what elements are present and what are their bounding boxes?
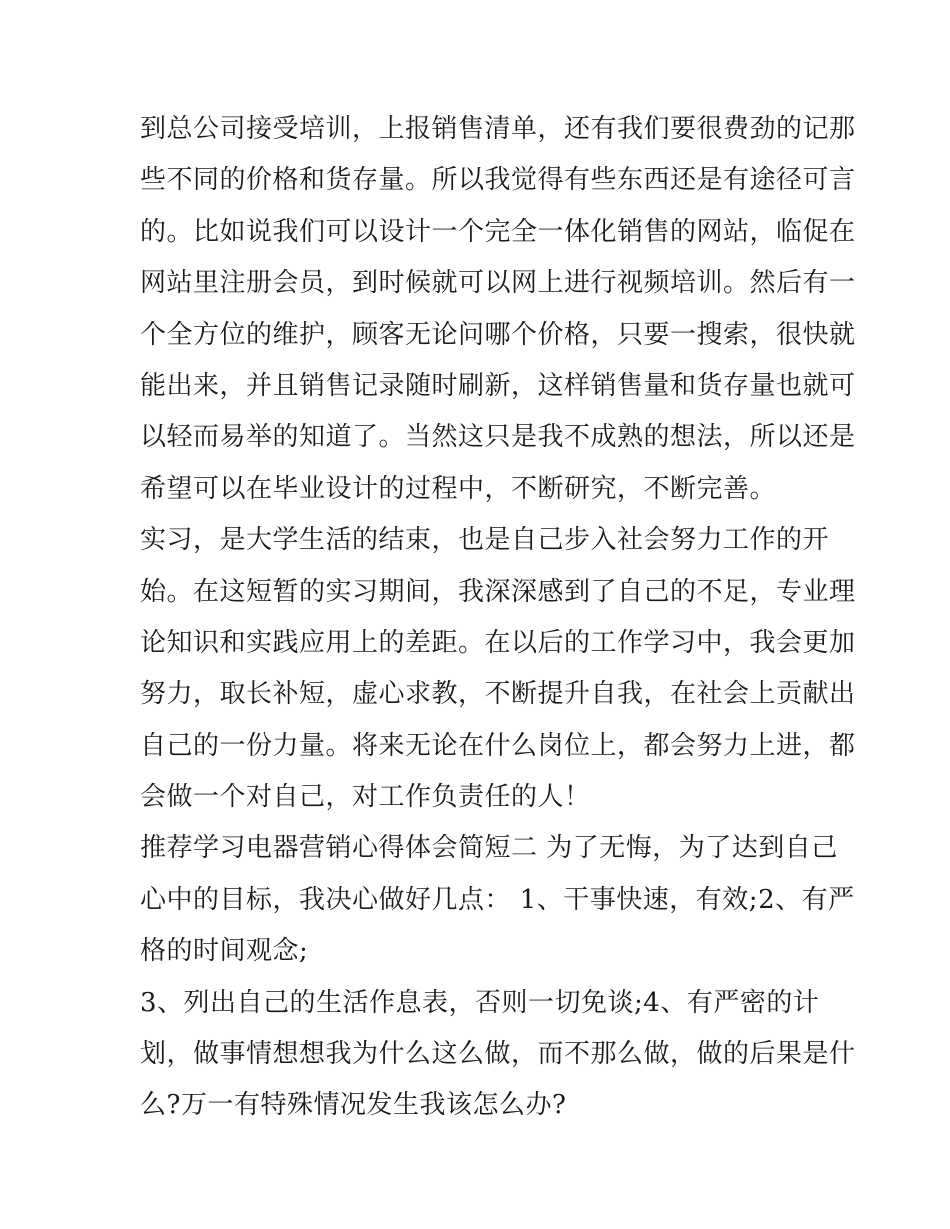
text-line: 会做一个对自己，对工作负责任的人！ <box>140 782 591 813</box>
text-line: 推荐学习电器营销心得体会简短二 为了无悔，为了达到自己 <box>140 833 838 864</box>
text-line: 的。比如说我们可以设计一个完全一体化销售的网站，临促在 <box>140 216 856 247</box>
text-line: 能出来，并且销售记录随时刷新，这样销售量和货存量也就可 <box>140 370 856 401</box>
text-line: 自己的一份力量。将来无论在什么岗位上，都会努力上进，都 <box>140 730 856 761</box>
text-line: 希望可以在毕业设计的过程中，不断研究，不断完善。 <box>140 473 777 504</box>
text-line: 努力，取长补短，虚心求教，不断提升自我，在社会上贡献出 <box>140 679 856 710</box>
text-line: 以轻而易举的知道了。当然这只是我不成熟的想法，所以还是 <box>140 422 856 453</box>
text-line: 到总公司接受培训，上报销售清单，还有我们要很费劲的记那 <box>140 114 856 144</box>
text-line: 网站里注册会员，到时候就可以网上进行视频培训。然后有一 <box>140 268 856 299</box>
text-line: 3、列出自己的生活作息表，否则一切免谈;4、有严密的计 <box>140 987 820 1018</box>
text-line: 心中的目标，我决心做好几点： 1、干事快速，有效;2、有严 <box>140 884 855 915</box>
text-line: 实习，是大学生活的结束，也是自己步入社会努力工作的开 <box>140 525 830 556</box>
text-line: 格的时间观念; <box>140 936 309 967</box>
text-line: 些不同的价格和货存量。所以我觉得有些东西还是有途径可言 <box>140 165 856 196</box>
text-line: 么?万一有特殊情况发生我该怎么办? <box>140 1090 567 1121</box>
document-body <box>140 104 856 1132</box>
text-line: 个全方位的维护，顾客无论问哪个价格，只要一搜索，很快就 <box>140 319 856 350</box>
text-line: 论知识和实践应用上的差距。在以后的工作学习中，我会更加 <box>140 627 856 658</box>
text-line: 划，做事情想想我为什么这么做，而不那么做，做的后果是什 <box>140 1039 856 1070</box>
text-line: 始。在这短暂的实习期间，我深深感到了自己的不足，专业理 <box>140 576 856 607</box>
